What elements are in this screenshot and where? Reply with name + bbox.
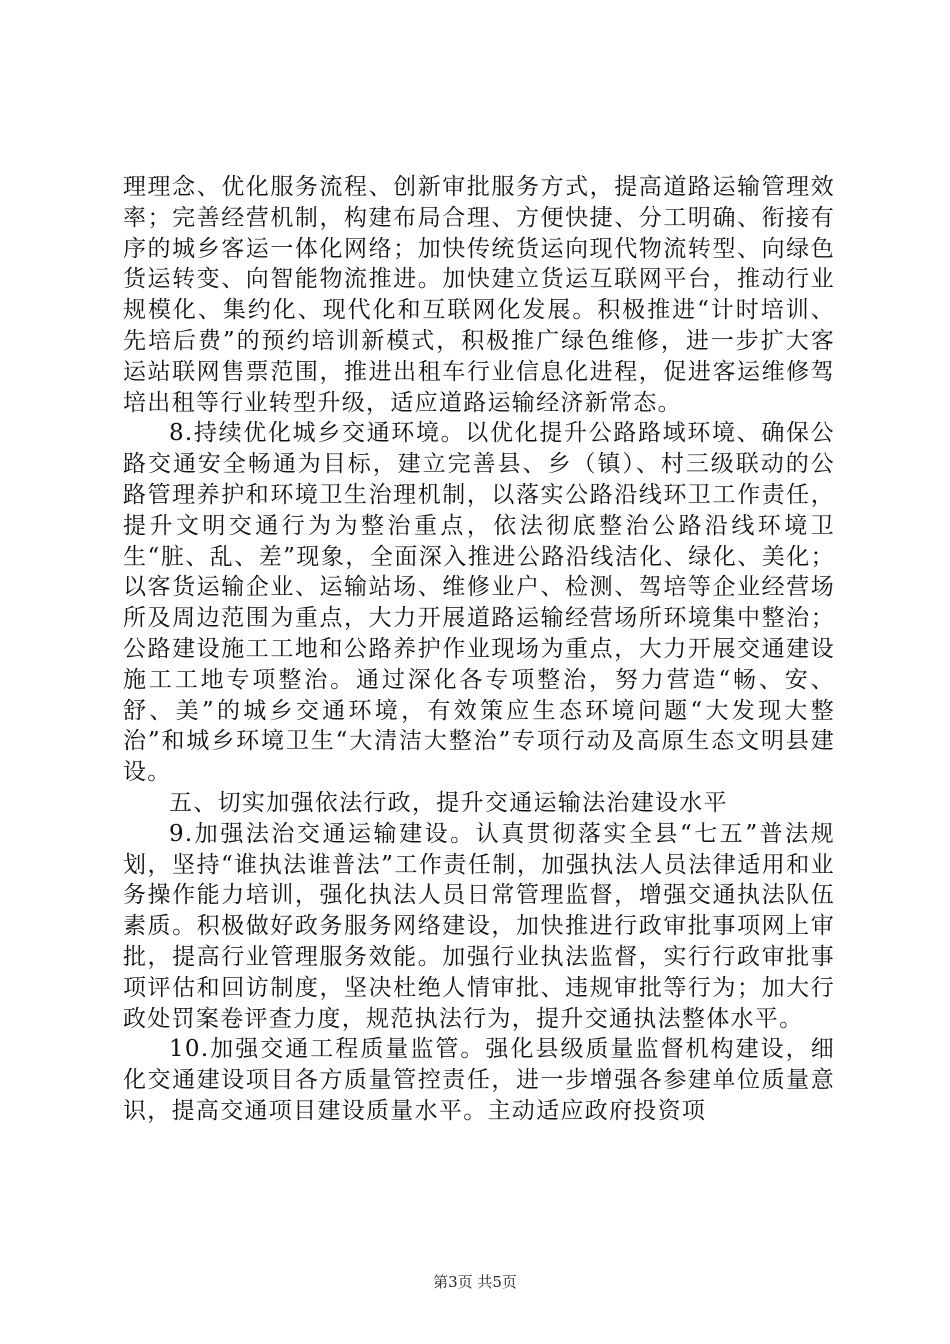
- paragraph-item-8: 8.持续优化城乡交通环境。以优化提升公路路域环境、确保公路交通安全畅通为目标，建立完善县、乡（镇）、村三级联动的公路管理养护和环境卫生治理机制，以落实公路沿线环卫工作责任，提升文明交通行为为整治重点，依法彻底整治公路沿线环境卫生“脏、乱、差”现象，全面深入推进公路沿线洁化、绿化、美化；以客货运输企业、运输站场、维修业户、检测、驾培等企业经营场所及周边范围为重点，大力开展道路运输经营场所环境集中整治；公路建设施工工地和公路养护作业现场为重点，大力开展交通建设施工工地专项整治。通过深化各专项整治，努力营造“畅、安、舒、美”的城乡交通环境，有效策应生态环境问题“大发现大整治”和城乡环境卫生“大清洁大整治”专项行动及高原生态文明县建设。: [123, 420, 835, 786]
- document-body: [123, 172, 835, 1127]
- section-heading-5: 五、切实加强依法行政，提升交通运输法治建设水平: [169, 789, 728, 816]
- page-number-footer: 第3页 共5页: [433, 1273, 517, 1291]
- paragraph-item-9: 9.加强法治交通运输建设。认真贯彻落实全县“七五”普法规划，坚持“谁执法谁普法”工作责任制，加强执法人员法律适用和业务操作能力培训，强化执法人员日常管理监督，增强交通执法队伍素质。积极做好政务服务网络建设，加快推进行政审批事项网上审批，提高行业管理服务效能。加强行业执法监督，实行行政审批事项评估和回访制度，坚决杜绝人情审批、违规审批等行为；加大行政处罚案卷评查力度，规范执法行为，提升交通执法整体水平。: [123, 820, 835, 1032]
- paragraph-item-10: 10.加强交通工程质量监管。强化县级质量监督机构建设，细化交通建设项目各方质量管控责任，进一步增强各参建单位质量意识，提高交通项目建设质量水平。主动适应政府投资项: [123, 1036, 835, 1124]
- paragraph-continuation: 理理念、优化服务流程、创新审批服务方式，提高道路运输管理效率；完善经营机制，构建布局合理、方便快捷、分工明确、衔接有序的城乡客运一体化网络；加快传统货运向现代物流转型、向绿色货运转变、向智能物流推进。加快建立货运互联网平台，推动行业规模化、集约化、现代化和互联网化发展。积极推进“计时培训、先培后费”的预约培训新模式，积极推广绿色维修，进一步扩大客运站联网售票范围，推进出租车行业信息化进程，促进客运维修驾培出租等行业转型升级，适应道路运输经济新常态。: [123, 174, 835, 416]
